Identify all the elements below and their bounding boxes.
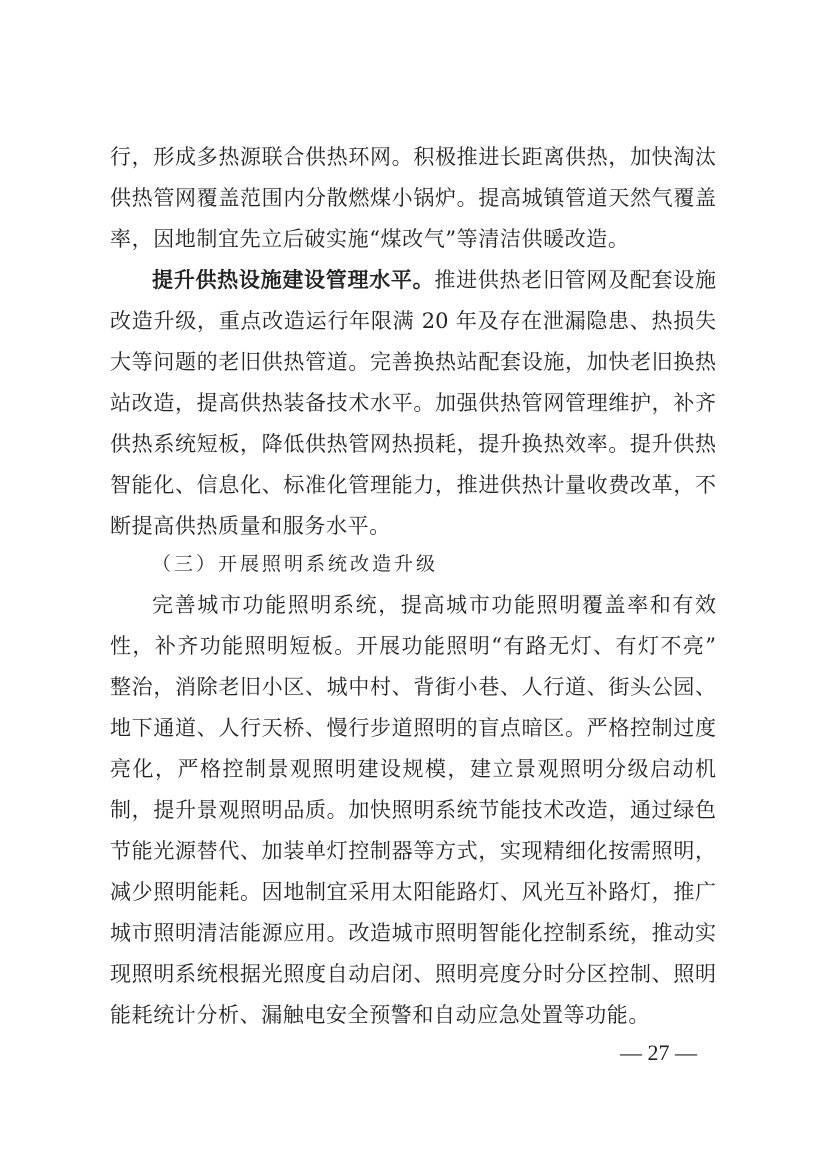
text-line: 大等问题的老旧供热管道。完善换热站配套设施，加快老旧换热 [110, 350, 716, 374]
text-line: 现照明系统根据光照度自动启闭、照明亮度分时分区控制、照明 [110, 962, 716, 986]
text-line: 地下通道、人行天桥、慢行步道照明的盲点暗区。严格控制过度 [110, 716, 716, 740]
text-line: 行，形成多热源联合供热环网。积极推进长距离供热，加快淘汰 [110, 145, 716, 169]
section-heading: （三）开展照明系统改造升级 [152, 553, 439, 575]
text-line: 减少照明能耗。因地制宜采用太阳能路灯、风光互补路灯，推广 [110, 880, 716, 904]
text-span: 推进供热老旧管网及配套设施 [434, 268, 716, 292]
text-line: 断提高供热质量和服务水平。 [110, 514, 391, 538]
text-line: 性，补齐功能照明短板。开展功能照明“有路无灯、有灯不亮” [110, 634, 716, 658]
text-line: 供热管网覆盖范围内分散燃煤小锅炉。提高城镇管道天然气覆盖 [110, 186, 716, 210]
text-line: 率，因地制宜先立后破实施“煤改气”等清洁供暖改造。 [110, 227, 630, 251]
bold-lead-heading: 提升供热设施建设管理水平。 [152, 268, 435, 292]
text-line: 能耗统计分析、漏触电安全预警和自动应急处置等功能。 [110, 1003, 650, 1027]
text-line: 亮化，严格控制景观照明建设规模，建立景观照明分级启动机 [110, 757, 716, 781]
text-line: 整治，消除老旧小区、城中村、背街小巷、人行道、街头公园、 [110, 675, 716, 699]
text-line: 供热系统短板，降低供热管网热损耗，提升换热效率。提升供热 [110, 432, 716, 456]
text-line: 站改造，提高供热装备技术水平。加强供热管网管理维护，补齐 [110, 391, 716, 415]
text-line [152, 265, 716, 295]
text-line: 节能光源替代、加装单灯控制器等方式，实现精细化按需照明， [110, 839, 716, 863]
text-line: 改造升级，重点改造运行年限满 20 年及存在泄漏隐患、热损失 [110, 309, 716, 333]
text-line: 完善城市功能照明系统，提高城市功能照明覆盖率和有效 [152, 593, 716, 617]
text-line: 智能化、信息化、标准化管理能力，推进供热计量收费改革，不 [110, 473, 716, 497]
text-line: 制，提升景观照明品质。加快照明系统节能技术改造，通过绿色 [110, 798, 716, 822]
page-number: — 27 — [620, 1040, 697, 1065]
text-line: 城市照明清洁能源应用。改造城市照明智能化控制系统，推动实 [110, 921, 716, 945]
